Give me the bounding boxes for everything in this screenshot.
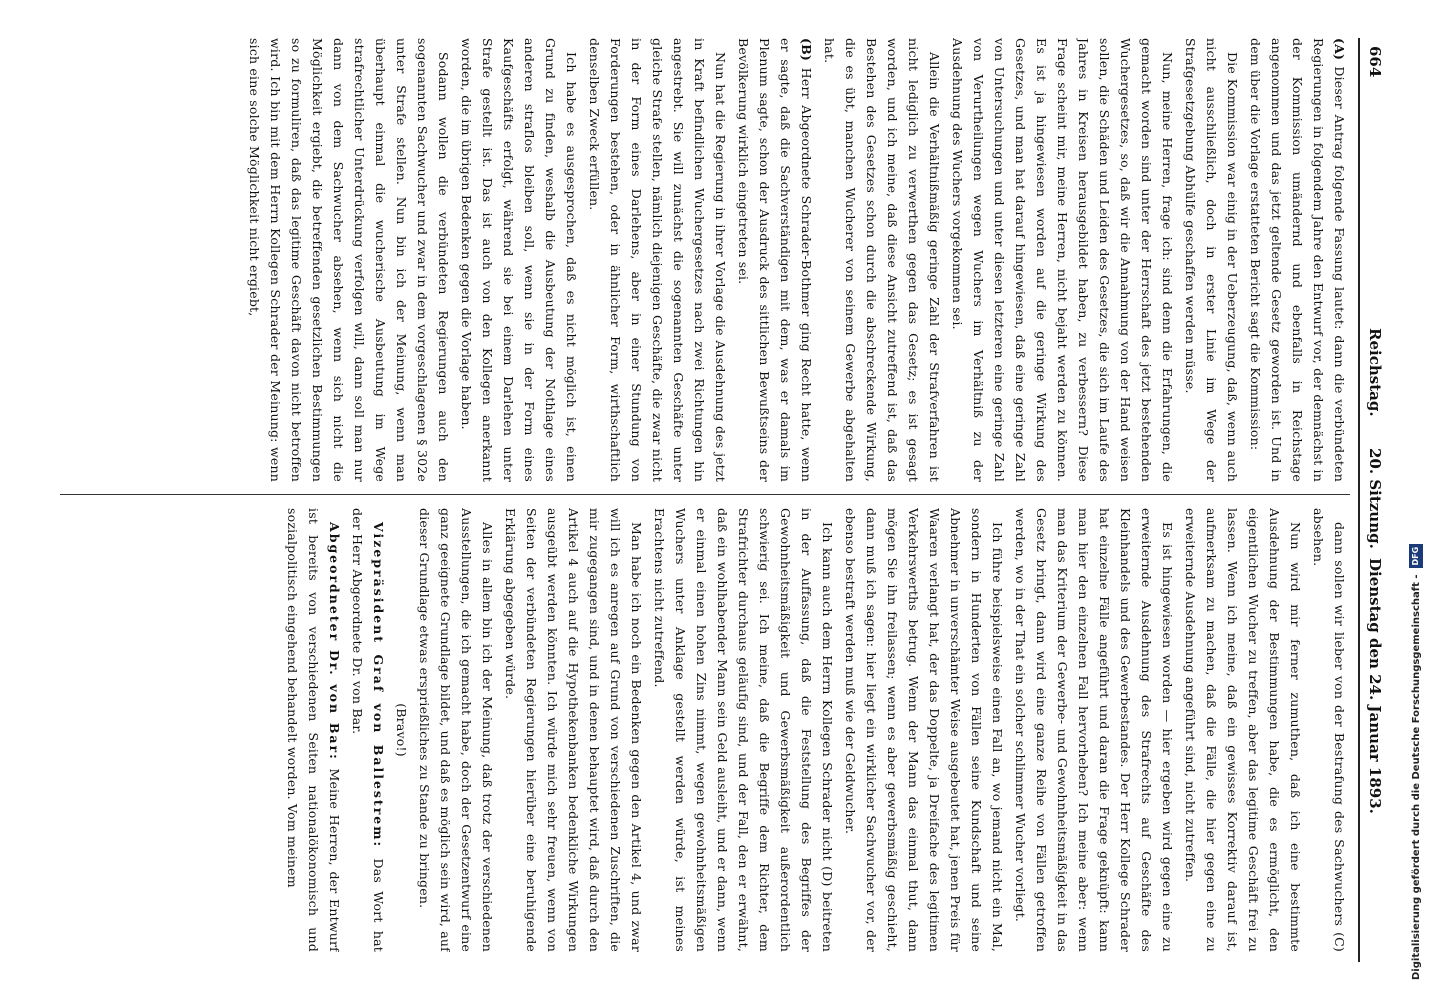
paragraph xyxy=(456,38,582,482)
page-number: 664 xyxy=(1366,46,1384,78)
paragraph-text: Allein die Verhältnißmäßig geringe Zahl der Strafverfahren ist nicht lediglich zu verwerthen gegen das Gesetz; es ist gesagt worden, und ich meine, daß diese Ansicht zutreffend ist, daß das Bestehen des Gesetzes schon durch die abschreckende Wirkung, die es übt, manchen Wucherer von seinem Gewerbe abgehalten hat. xyxy=(822,38,942,482)
running-head xyxy=(1360,38,1386,962)
paragraph xyxy=(414,508,498,952)
paragraph xyxy=(500,508,647,952)
paragraph-text: Sodann wollen die verbündeten Regierungen auch den sogenannten Sachwucher und zwar in dem vorgeschlagenen § 302e unter Strafe stellen. Nun bin ich der Meinung, wenn man überhaupt einmal die wucherische Ausbeutung im Wege strafrechtlicher Unterdrückung verfolgen will, dann soll man nur dann von dem Sachwucher absehen, wenn sich nicht die Möglichkeit ergiebt, die betreffenden gesetzlichen Bestimmungen so zu formuliren, daß das legitime Geschäft davon nicht betroffen wird. Ich bin mit dem Herrn Kollegen Schrader der Meinung: wenn sich eine solche Möglichkeit nicht ergiebt, xyxy=(247,38,451,482)
paragraph xyxy=(347,508,389,952)
rotated-document xyxy=(46,38,1386,962)
paragraph-text: Die Kommission war einig in der Ueberzeugung, daß, wenn auch nicht ausschließlich, doch in erster Linie im Wege der Strafgesetzgebung Abhülfe geschaffen werden müsse. xyxy=(1183,38,1240,482)
paragraph xyxy=(649,508,838,952)
running-head-date: Dienstag den 24. Januar 1893. xyxy=(1366,558,1384,814)
paragraph xyxy=(947,38,1178,482)
paragraph xyxy=(1180,38,1243,482)
paragraph-text: Herr Abgeordnete Schrader-Bothmer ging Recht hatte, wenn er sagte, daß die Sachverständigen mit dem, was er damals im Plenum sagte, schon der Ausdruck des sittlichen Bewußtseins der Bevölkerung wirklich eingetreten sei. xyxy=(736,38,814,482)
paragraph-text: Es ist hingewiesen worden — hier ergeben wird gegen eine zu erweiternde Ausdehnung des Strafrechts auf Geschäfte des Kleinhandels und des Gewerbestandes. Der Herr Kollege Schrader hat einzelne Fälle angeführt und daran die Frage geknüpft: kann man hier den einzelnen Fall hervorheben? Ich meine aber: wenn man das Kriterium der Gewerbe- und Gewohnheitsmäßigkeit in das Gesetz bringt, dann wird eine ganze Reihe von Fällen getroffen werden, wo in der That ein solcher schlimmer Wucher vorliegt. xyxy=(1013,508,1175,952)
speaker-name: Abgeordneter Dr. von Bar: xyxy=(327,522,342,769)
paragraph-text: Nun hat die Regierung in ihrer Vorlage die Ausdehnung des jetzt in Kraft befindlichen Wuchergesetzes nach zwei Richtungen hin angestrebt. Sie will zunächst die sogenannten Geschäfte unter gleiche Strafe stellen, nämlich diejenigen Geschäfte, die zwar nicht in der Form eines Darlehens, aber in einer Stundung von Forderungen bestehen, oder in ähnlicher Form, wirthschaftlich denselben Zweck erfüllen. xyxy=(587,38,728,482)
paragraph xyxy=(244,38,454,482)
speaker-name: Vizepräsident Graf von Ballestrem: xyxy=(371,522,386,859)
paragraph-text: dann sollen wir lieber von der Bestrafung des Sachwuchers (C) absehen. xyxy=(1311,508,1347,952)
header-rule xyxy=(1358,38,1360,962)
paragraph xyxy=(733,38,817,482)
paragraph-text: Meine Herren, der Entwurf ist bereits von verschiedenen Seiten nationalökonomisch und sozialpolitisch eingehend behandelt worden. Vom meinem xyxy=(285,508,342,952)
paragraph xyxy=(1010,508,1178,952)
paragraph xyxy=(819,38,945,482)
paragraph xyxy=(584,38,731,482)
paragraph-text: Dieser Antrag folgende Fassung lautet: dann die verbündeten Regierungen in folgendem Jahre den Entwurf vor, der demnächst in der Kommission umändernd und ebenfalls in Reichstage angenommen und das jetzt geltende Gesetz geworden ist. Und in dem über die Vorlage erstatteten Bericht sagt die Kommission: xyxy=(1248,38,1347,482)
margin-marker: (A) xyxy=(1332,38,1347,67)
credit-text: Digitalisierung gefördert durch die Deutsche Forschungsgemeinschaft - xyxy=(1410,574,1422,980)
paragraph-text: (Bravo!) xyxy=(394,703,409,757)
paragraph-text: Ich habe es ausgesprochen, daß es nicht möglich ist, einen Grund zu finden, weshalb die Ausbeutung der Nothlage eines anderen straflos bleiben soll, wenn sie in der Form eines Kaufgeschäfts erfolgt, während sie bei einem Darlehen unter Strafe gestellt ist. Das ist auch von den Kollegen anerkannt worden, die im übrigen Bedenken gegen die Vorlage haben. xyxy=(459,38,579,482)
paragraph-text: Ich führe beispielsweise einen Fall an, wo jemand nicht ein Mal, sondern in Hunderten von Fällen seine Kundschaft und seine Abnehmer in unverschämter Weise ausgebeutet hat, jenen Preis für Waaren verlangt hat, der das Doppelte, ja Dreifache des legitimen Verkehrswerths betrug. Wenn der Mann das einmal thut, dann mögen Sie ihn freilassen; wenn es aber gewerbsmäßig geschieht, dann muß ich sagen: hier liegt ein wirklicher Sachwucher vor, der ebenso bestraft werden muß wie der Geldwucher. xyxy=(843,508,1005,952)
paragraph-text: Nun, meine Herren, frage ich: sind denn die Erfahrungen, die gemacht worden sind unter der Herrschaft des jetzt bestehenden Wuchergesetzes, so, daß wir die Annahmung von der Hand weisen sollen, die Schäden und Leiden des Gesetzes, die sich im Laufe des Jahres in Kreisen herausgebildet haben, zu verbessern? Diese Frage scheint mir, meine Herren, nicht bejaht werden zu können. Es ist ja hingewiesen worden auf die geringe Wirkung des Gesetzes, und man hat darauf hingewiesen, daß eine geringe Zahl von Untersuchungen und unter diesen letzteren eine geringe Zahl von Verurtheilungen wegen Wuchers im Verhältniß zu der Ausdehnung des Wuchers vorgekommen sei. xyxy=(950,38,1175,482)
paragraph xyxy=(391,508,412,952)
paragraph xyxy=(1180,508,1306,952)
left-column xyxy=(60,38,1350,482)
paragraph xyxy=(1308,508,1350,952)
column-divider xyxy=(60,494,1350,495)
dfg-logo-icon: DFG xyxy=(1409,544,1423,569)
paragraph-text: Alles in allem bin ich der Meinung, daß trotz der verschiedenen Ausstellungen, die ich gemacht habe, doch der Gesetzentwurf eine ganz geeignete Grundlage bildet, und daß es möglich sein wird, auf dieser Grundlage etwas ersprießliches zu Stande zu bringen. xyxy=(417,508,495,952)
paragraph-text: Nun wird mir ferner zumuthen, daß ich eine bestimmte Ausdehnung der Bestimmungen habe, die es ermöglicht, den eigentlichen Wucher zu treffen, aber das legitime Geschäft frei zu lassen. Wenn ich meine, daß ein gewisses Korrektiv darauf ist, aufmerksam zu machen, daß die Fälle, die hier gegen eine zu erweiternde Ausdehnung angeführt sind, nicht zutreffen. xyxy=(1183,508,1303,952)
paragraph-text: Man habe ich noch ein Bedenken gegen den Artikel 4, und zwar will ich es anregen auf Grund von verschiedenen Zuschriften, die mir zugegangen sind, und in denen behauptet wird, daß durch den Artikel 4 auch auf die Hypothekenbanken bedenkliche Wirkungen ausgeübt werden könnten. Ich würde mich sehr freuen, wenn von Seiten der verbündeten Regierungen hierüber eine beruhigende Erklärung abgegeben würde. xyxy=(503,508,644,952)
paragraph xyxy=(1245,38,1350,482)
running-head-session: 20. Sitzung. xyxy=(1366,448,1384,549)
paragraph-text: Ich kann auch dem Herrn Kollegen Schrader nicht (D) beitreten in der Auffassung, daß die Feststellung des Begriffes der Gewohnheitsmäßigkeit und Gewerbsmäßigkeit außerordentlich schwierig sei. Ich meine, daß die Begriffe dem Richter, dem Strafrichter durchaus geläufig sind, und der Fall, den er erwähnt, daß ein wohlhabender Mann sein Geld ausleiht, und er dann, wenn er einmal einen hohen Zins nimmt, wegen gewohnheitsmäßigen Wuchers unter Anklage gestellt werden würde, ist meines Erachtens nicht zutreffend. xyxy=(652,508,835,952)
running-head-title: Reichstag. xyxy=(1366,328,1384,417)
paragraph xyxy=(840,508,1008,952)
paragraph-text: Das Wort hat der Herr Abgeordnete Dr. von Bar. xyxy=(350,508,386,952)
paragraph xyxy=(282,508,345,952)
margin-marker: (B) xyxy=(799,38,814,68)
credit-line xyxy=(1408,20,1424,980)
right-column xyxy=(60,508,1350,952)
digitization-credit xyxy=(1408,20,1424,980)
